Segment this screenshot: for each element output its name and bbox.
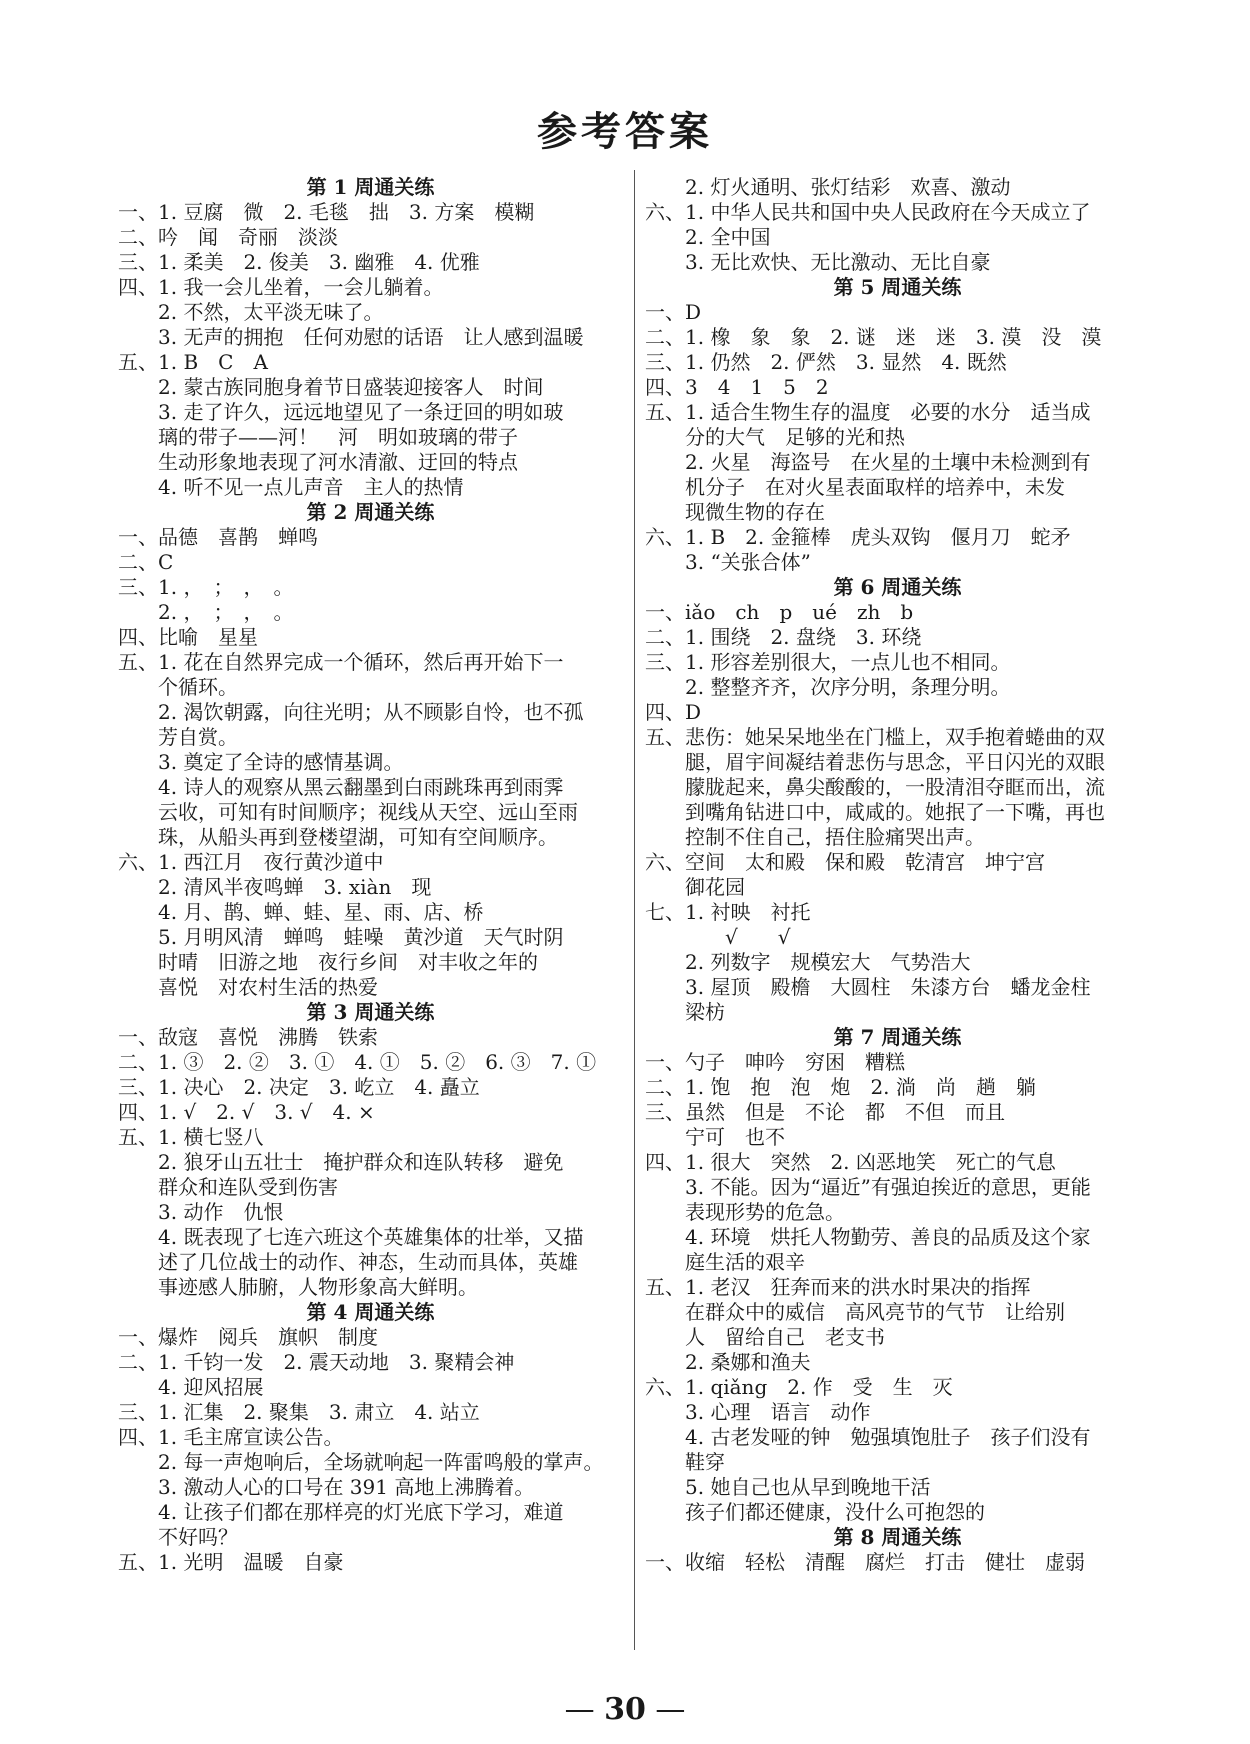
answer-line: 3. 心理 语言 动作	[645, 1400, 871, 1424]
answer-line: 4. 环境 烘托人物勤劳、善良的品质及这个家	[645, 1225, 1091, 1249]
answer-line: 璃的带子——河！ 河 明如玻璃的带子	[118, 425, 518, 449]
section-title: 第 5 周通关练	[833, 275, 962, 299]
left-column	[118, 175, 623, 1575]
answer-line: 梁枋	[645, 1000, 725, 1024]
answer-line: 述了几位战士的动作、神态，生动而具体，英雄	[118, 1250, 578, 1274]
answer-line: 四、比喻 星星	[118, 625, 258, 649]
answer-line: 一、iǎo ch p ué zh b	[645, 600, 914, 624]
answer-line: 二、1. 橡 象 象 2. 谜 迷 迷 3. 漠 没 漠	[645, 325, 1102, 349]
answer-line: √ √	[645, 925, 791, 949]
answer-line: 六、1. 西江月 夜行黄沙道中	[118, 850, 384, 874]
answer-line: 一、爆炸 阅兵 旗帜 制度	[118, 1325, 378, 1349]
answer-line: 2. 灯火通明、张灯结彩 欢喜、激动	[645, 175, 1011, 199]
answer-line: 4. 让孩子们都在那样亮的灯光底下学习，难道	[118, 1500, 564, 1524]
answer-line: 2. 全中国	[645, 225, 771, 249]
answer-line: 2. 整整齐齐，次序分明，条理分明。	[645, 675, 1011, 699]
answer-line: 现微生物的存在	[645, 500, 825, 524]
answer-line: 四、3 4 1 5 2	[645, 375, 829, 399]
answer-line: 5. 她自己也从早到晚地干活	[645, 1475, 931, 1499]
answer-line: 在群众中的威信 高风亮节的气节 让给别	[645, 1300, 1065, 1324]
answer-line: 四、1. √ 2. √ 3. √ 4. ×	[118, 1100, 375, 1124]
answer-line: 四、1. 我一会儿坐着，一会儿躺着。	[118, 275, 444, 299]
answer-line: 2. 不然，太平淡无味了。	[118, 300, 384, 324]
answer-line: 分的大气 足够的光和热	[645, 425, 905, 449]
answer-line: 四、1. 毛主席宣读公告。	[118, 1425, 344, 1449]
section-title: 第 6 周通关练	[833, 575, 962, 599]
right-column	[645, 175, 1150, 1575]
answer-line: 5. 月明风清 蝉鸣 蛙噪 黄沙道 天气时阴	[118, 925, 564, 949]
page-title: 参考答案	[537, 108, 713, 155]
answer-line: 2. 清风半夜鸣蝉 3. xiàn 现	[118, 875, 432, 899]
answer-line: 2. 渴饮朝露，向往光明；从不顾影自怜，也不孤	[118, 700, 584, 724]
answer-line: 4. 既表现了七连六班这个英雄集体的壮举，又描	[118, 1225, 584, 1249]
answer-line: 孩子们都还健康，没什么可抱怨的	[645, 1500, 985, 1524]
answer-line: 二、1. ③ 2. ② 3. ① 4. ① 5. ② 6. ③ 7. ①	[118, 1050, 597, 1074]
answer-line: 五、1. 花在自然界完成一个循环，然后再开始下一	[118, 650, 564, 674]
answer-line: 人 留给自己 老支书	[645, 1325, 885, 1349]
answer-line: 到嘴角钻进口中，咸咸的。她抿了一下嘴，再也	[645, 800, 1105, 824]
answer-line: 机分子 在对火星表面取样的培养中，未发	[645, 475, 1065, 499]
answer-line: 一、敌寇 喜悦 沸腾 铁索	[118, 1025, 378, 1049]
section-title: 第 1 周通关练	[306, 175, 435, 199]
answer-line: 二、C	[118, 550, 174, 574]
answer-line: 三、1. 形容差别很大，一点儿也不相同。	[645, 650, 1011, 674]
answer-line: 三、1. 仍然 2. 俨然 3. 显然 4. 既然	[645, 350, 1007, 374]
section-title: 第 2 周通关练	[306, 500, 435, 524]
answer-line: 五、1. B C A	[118, 350, 268, 374]
section-title: 第 7 周通关练	[833, 1025, 962, 1049]
answer-line: 珠，从船头再到登楼望湖，可知有空间顺序。	[118, 825, 558, 849]
section-title: 第 3 周通关练	[306, 1000, 435, 1024]
answer-line: 不好吗？	[118, 1525, 238, 1549]
answer-line: 个循环。	[118, 675, 238, 699]
answer-line: 芳自赏。	[118, 725, 238, 749]
answer-line: 3. 动作 仇恨	[118, 1200, 284, 1224]
answer-line: 群众和连队受到伤害	[118, 1175, 338, 1199]
answer-line: 一、1. 豆腐 微 2. 毛毯 拙 3. 方案 模糊	[118, 200, 535, 224]
answer-line: 3. 奠定了全诗的感情基调。	[118, 750, 404, 774]
answer-line: 控制不住自己，捂住脸痛哭出声。	[645, 825, 985, 849]
answer-line: 五、1. 老汉 狂奔而来的洪水时果决的指挥	[645, 1275, 1031, 1299]
answer-line: 三、1. ， ； ， 。	[118, 575, 294, 599]
answer-line: 2. 蒙古族同胞身着节日盛装迎接客人 时间	[118, 375, 544, 399]
answer-line: 二、吟 闻 奇丽 淡淡	[118, 225, 338, 249]
answer-line: 三、1. 决心 2. 决定 3. 屹立 4. 矗立	[118, 1075, 480, 1099]
answer-line: 事迹感人肺腑，人物形象高大鲜明。	[118, 1275, 478, 1299]
answer-line: 2. ， ； ， 。	[118, 600, 294, 624]
answer-line: 3. 走了许久，远远地望见了一条迂回的明如玻	[118, 400, 564, 424]
page-number: — 30 —	[564, 1692, 686, 1727]
answer-line: 3. 激动人心的口号在 391 高地上沸腾着。	[118, 1475, 535, 1499]
answer-line: 4. 迎风招展	[118, 1375, 264, 1399]
answer-line: 3. “关张合体”	[645, 550, 811, 574]
answer-line: 3. 无比欢快、无比激动、无比自豪	[645, 250, 991, 274]
answer-line: 表现形势的危急。	[645, 1200, 845, 1224]
answer-line: 3. 不能。因为“逼近”有强迫挨近的意思，更能	[645, 1175, 1091, 1199]
answer-line: 六、空间 太和殿 保和殿 乾清宫 坤宁宫	[645, 850, 1045, 874]
answer-line: 二、1. 饱 抱 泡 炮 2. 淌 尚 趟 躺	[645, 1075, 1036, 1099]
answer-line: 2. 每一声炮响后，全场就响起一阵雷鸣般的掌声。	[118, 1450, 604, 1474]
answer-line: 2. 火星 海盗号 在火星的土壤中未检测到有	[645, 450, 1091, 474]
column-divider	[634, 170, 635, 1650]
answer-line: 一、D	[645, 300, 702, 324]
answer-line: 一、勺子 呻吟 穷困 糟糕	[645, 1050, 905, 1074]
answer-line: 2. 狼牙山五壮士 掩护群众和连队转移 避免	[118, 1150, 564, 1174]
answer-line: 云收，可知有时间顺序；视线从天空、远山至雨	[118, 800, 578, 824]
answer-line: 腿，眉宇间凝结着悲伤与思念，平日闪光的双眼	[645, 750, 1105, 774]
answer-line: 御花园	[645, 875, 745, 899]
page-number-value: 30	[604, 1692, 646, 1727]
answer-line: 庭生活的艰辛	[645, 1250, 805, 1274]
answer-line: 五、悲伤：她呆呆地坐在门槛上，双手抱着蜷曲的双	[645, 725, 1105, 749]
section-title: 第 4 周通关练	[306, 1300, 435, 1324]
answer-line: 六、1. qiǎng 2. 作 受 生 灭	[645, 1375, 953, 1399]
answer-line: 六、1. B 2. 金箍棒 虎头双钩 偃月刀 蛇矛	[645, 525, 1071, 549]
answer-line: 一、收缩 轻松 清醒 腐烂 打击 健壮 虚弱	[645, 1550, 1085, 1574]
answer-line: 三、1. 汇集 2. 聚集 3. 肃立 4. 站立	[118, 1400, 480, 1424]
answer-line: 六、1. 中华人民共和国中央人民政府在今天成立了	[645, 200, 1091, 224]
answer-line: 五、1. 光明 温暖 自豪	[118, 1550, 344, 1574]
answer-line: 2. 桑娜和渔夫	[645, 1350, 811, 1374]
answer-line: 七、1. 衬映 衬托	[645, 900, 811, 924]
answer-line: 3. 无声的拥抱 任何劝慰的话语 让人感到温暖	[118, 325, 584, 349]
answer-line: 生动形象地表现了河水清澈、迂回的特点	[118, 450, 518, 474]
answer-line: 四、D	[645, 700, 702, 724]
answer-line: 五、1. 横七竖八	[118, 1125, 264, 1149]
answer-line: 三、虽然 但是 不论 都 不但 而且	[645, 1100, 1005, 1124]
answer-line: 二、1. 围绕 2. 盘绕 3. 环绕	[645, 625, 922, 649]
answer-line: 4. 月、鹊、蝉、蛙、星、雨、店、桥	[118, 900, 484, 924]
answer-line: 2. 列数字 规模宏大 气势浩大	[645, 950, 971, 974]
answer-line: 三、1. 柔美 2. 俊美 3. 幽雅 4. 优雅	[118, 250, 480, 274]
answer-line: 四、1. 很大 突然 2. 凶恶地笑 死亡的气息	[645, 1150, 1056, 1174]
answer-line: 喜悦 对农村生活的热爱	[118, 975, 378, 999]
answer-line: 4. 诗人的观察从黑云翻墨到白雨跳珠再到雨霁	[118, 775, 564, 799]
answer-line: 二、1. 千钧一发 2. 震天动地 3. 聚精会神	[118, 1350, 515, 1374]
answer-line: 鞋穿	[645, 1450, 725, 1474]
answer-line: 朦胧起来，鼻尖酸酸的，一股清泪夺眶而出，流	[645, 775, 1105, 799]
answer-line: 3. 屋顶 殿檐 大圆柱 朱漆方台 蟠龙金柱	[645, 975, 1091, 999]
answer-line: 宁可 也不	[645, 1125, 785, 1149]
answer-line: 4. 听不见一点儿声音 主人的热情	[118, 475, 464, 499]
answer-line: 五、1. 适合生物生存的温度 必要的水分 适当成	[645, 400, 1091, 424]
answer-line: 4. 古老发哑的钟 勉强填饱肚子 孩子们没有	[645, 1425, 1091, 1449]
section-title: 第 8 周通关练	[833, 1525, 962, 1549]
answer-line: 时晴 旧游之地 夜行乡间 对丰收之年的	[118, 950, 538, 974]
answer-line: 一、品德 喜鹊 蝉鸣	[118, 525, 318, 549]
